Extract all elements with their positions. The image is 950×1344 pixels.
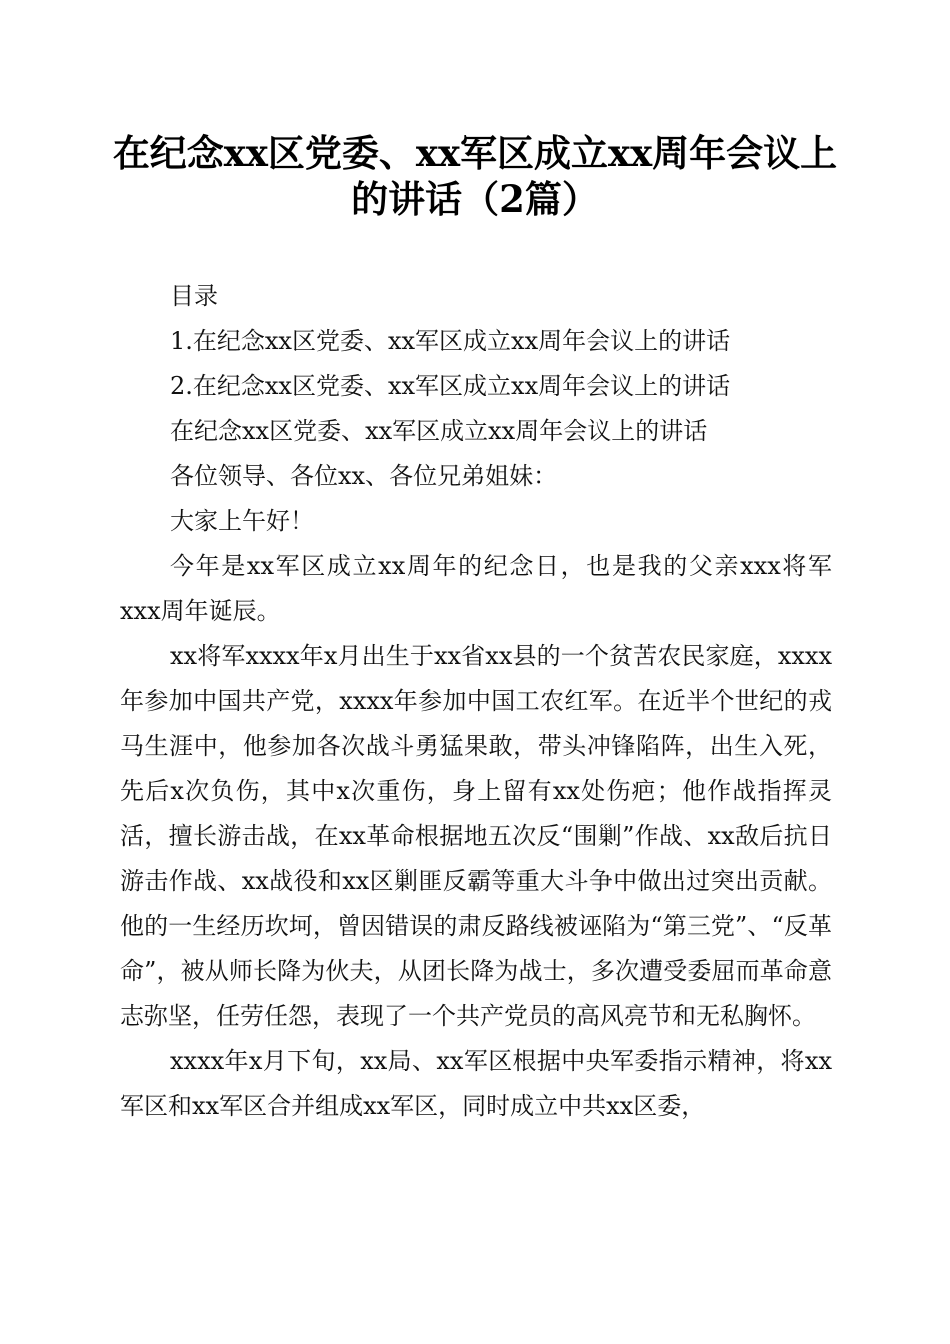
title-line-1: 在纪念xx区党委、xx军区成立xx周年会议上 bbox=[112, 131, 838, 175]
document-title bbox=[110, 130, 840, 222]
salutation: 各位领导、各位xx、各位兄弟姐妹： bbox=[170, 462, 558, 490]
section-title: 在纪念xx区党委、xx军区成立xx周年会议上的讲话 bbox=[170, 417, 708, 445]
paragraph-1: 今年是xx军区成立xx周年的纪念日，也是我的父亲xxx将军xxx周年诞辰。 bbox=[120, 552, 832, 625]
document-body bbox=[120, 274, 832, 1129]
title-line-2: 的讲话（2篇） bbox=[351, 177, 599, 221]
greeting: 大家上午好！ bbox=[170, 507, 314, 535]
paragraph-3: xxxx年x月下旬，xx局、xx军区根据中央军委指示精神，将xx军区和xx军区合并组成xx军区，同时成立中共xx区委， bbox=[120, 1047, 832, 1120]
paragraph-2: xx将军xxxx年x月出生于xx省xx县的一个贫苦农民家庭，xxxx年参加中国共产党，xxxx年参加中国工农红军。在近半个世纪的戎马生涯中，他参加各次战斗勇猛果敢，带头冲锋陷阵，出生入死，先后x次负伤，其中x次重伤，身上留有xx处伤疤；他作战指挥灵活，擅长游击战，在xx革命根据地五次反“围剿”作战、xx敌后抗日游击作战、xx战役和xx区剿匪反霸等重大斗争中做出过突出贡献。他的一生经历坎坷，曾因错误的肃反路线被诬陷为“第三党”、“反革命”，被从师长降为伙夫，从团长降为战士，多次遭受委屈而革命意志弥坚，任劳任怨，表现了一个共产党员的高风亮节和无私胸怀。 bbox=[120, 642, 832, 1030]
toc-item-2: 2.在纪念xx区党委、xx军区成立xx周年会议上的讲话 bbox=[170, 372, 731, 400]
toc-heading: 目录 bbox=[170, 282, 218, 310]
toc-item-1: 1.在纪念xx区党委、xx军区成立xx周年会议上的讲话 bbox=[170, 327, 731, 355]
